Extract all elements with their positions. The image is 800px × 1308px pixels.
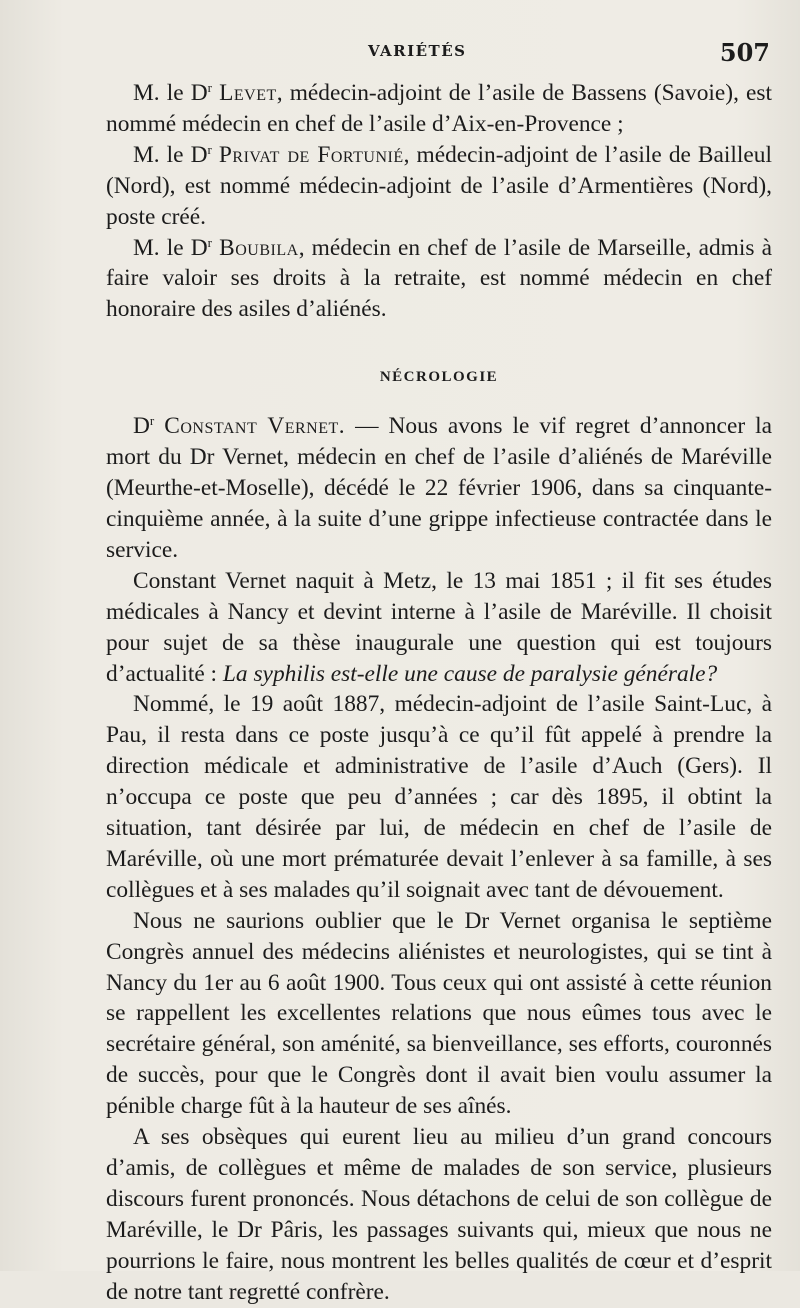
running-head: VARIÉTÉS [368,42,467,60]
obituary-paragraph-1: $D^r$ Constant Vernet. — Nous avons le vif regret d’annoncer la mort du Dr Vernet, médecin en chef de l’asile d’aliénés de Maréville (Meurthe-et-Moselle), décédé le 22 février 1906, dans sa cinquante-cinquième année, à la suite d’une grippe infectieuse contractée dans le service. [106,413,772,563]
obituary-paragraph-5: A ses obsèques qui eurent lieu au milieu d’un grand concours d’amis, de collègues et même de malades de son service, plusieurs discours furent prononcés. Nous détachons de celui de son collègue de Maréville, le Dr Pâris, les passages suivants qui, mieux que nous ne pourrions le faire, nous montrent les belles qualités de cœur et d’esprit de notre tant regretté confrère. [106,1124,772,1305]
section-title: NÉCROLOGIE [379,369,499,386]
obituary-title: Constant Vernet. [164,413,346,440]
appointment-levet: M. le $D^r$ Levet, médecin-adjoint de l’asile de Bassens (Savoie), est nommé médecin en chef de l’asile d’Aix-en-Provence ; [106,80,772,137]
person-name: Levet [219,80,277,106]
appointment-boubila: M. le $D^r$ Boubila, médecin en chef de l’asile de Marseille, admis à faire valoir ses droits à la retraite, est nommé médecin en chef honoraire des asiles d’aliénés. [106,234,772,323]
thesis-title: La syphilis est-elle une cause de paralysie générale? [222,660,718,687]
person-name: Privat de Fortunié [218,141,404,168]
page-header [0,38,800,68]
obituary-paragraph-2: Constant Vernet naquit à Metz, le 13 mai 1851 ; il fit ses études médicales à Nancy et devint interne à l’asile de Maréville. Il choisit pour sujet de sa thèse inaugurale une question qui est toujours d’actualité : La syphilis est-elle une cause de paralysie générale? [106,567,772,687]
obituary-paragraph-3: Nommé, le 19 août 1887, médecin-adjoint de l’asile Saint-Luc, à Pau, il resta dans ce poste jusqu’à ce qu’il fût appelé à prendre la direction médicale et administrative de l’asile d’Auch (Gers). Il n’occupa ce poste que peu d’années ; car dès 1895, il obtint la situation, tant désirée par lui, de médecin en chef de l’asile de Maréville, où une mort prématurée devait l’enlever à sa famille, à ses collègues et à ses malades qu’il soignait avec tant de dévouement. [106,691,772,903]
obituary-paragraph-4: Nous ne saurions oublier que le Dr Vernet organisa le septième Congrès annuel des médecins aliénistes et neurologistes, qui se tint à Nancy du 1er au 6 août 1900. Tous ceux qui ont assisté à cette réunion se rappellent les excellentes relations que nous eûmes tous avec le secrétaire général, son aménité, sa bienveillance, ses efforts, couronnés de succès, pour que le Congrès dont il avait bien voulu assumer la pénible charge fût à la hauteur de ses aînés. [106,907,772,1120]
page-number: 507 [719,38,770,67]
appointment-privat: M. le $D^r$ Privat de Fortunié, médecin-adjoint de l’asile de Bailleul (Nord), est nommé médecin-adjoint de l’asile d’Armentières (Nord), poste créé. [106,141,772,230]
person-name: Boubila [219,234,299,261]
body-text [106,78,772,1308]
